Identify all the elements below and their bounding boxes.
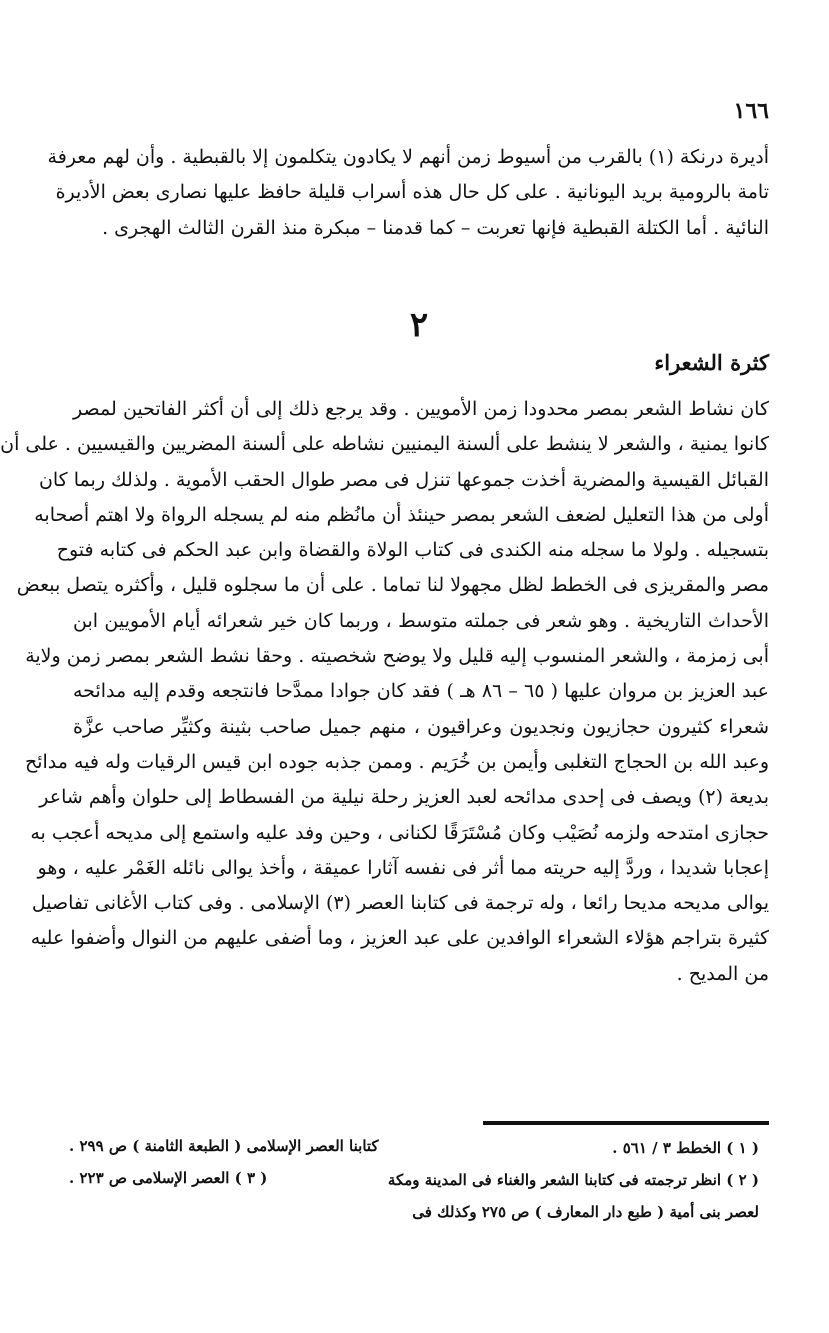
footnote-2-line-3: كتابنا العصر الإسلامى ( الطبعة الثامنة ) ص ٢٩٩ . <box>69 1137 379 1155</box>
footnote-2-line-1: ( ٢ ) انظر ترجمته فى كتابنا الشعر والغناء فى المدينة ومكة <box>387 1171 759 1189</box>
text-line: عبد العزيز بن مروان عليها ( ٦٥ – ٨٦ هـ ) فقد كان جوادا ممدَّحا فانتجعه وقدم إليه مدائحه <box>73 680 769 703</box>
text-line: كان نشاط الشعر بمصر محدودا زمن الأمويين . وقد يرجع ذلك إلى أن أكثر الفاتحين لمصر <box>73 398 769 420</box>
text-line: القبائل القيسية والمضرية أخذت جموعها تنزل فى مصر طوال الحقب الأموية . ولذلك ربما كان <box>38 468 769 491</box>
footnote-2-line-2: لعصر بنى أمية ( طبع دار المعارف ) ص ٢٧٥ وكذلك فى <box>412 1203 759 1221</box>
footnote-divider <box>483 1121 769 1125</box>
text-line: حجازى امتدحه ولزمه نُصَيْب وكان مُسْتَرَقًا لكنانى ، وحين وفد عليه واستمع إلى مديحه أعجب به <box>30 821 769 844</box>
footnote-3: ( ٣ ) العصر الإسلامى ص ٢٢٣ . <box>69 1169 268 1187</box>
text-line: أديرة درنكة (١) بالقرب من أسيوط زمن أنهم لا يكادون يتكلمون إلا بالقبطية . وأن لهم معرفة <box>47 146 769 168</box>
text-line: بتسجيله . ولولا ما سجله منه الكندى فى كتاب الولاة والقضاة وابن عبد الحكم فى كتابه فتوح <box>56 539 769 562</box>
section-number: ٢ <box>409 305 429 345</box>
text-line: الأحداث التاريخية . وهو شعر فى جملته متوسط ، وربما كان خير شعرائه أيام الأمويين ابن <box>73 609 769 632</box>
text-line: من المديح . <box>676 962 769 985</box>
text-line: أبى زمزمة ، والشعر المنسوب إليه قليل ولا يوضح شخصيته . وحقا نشط الشعر بمصر زمن ولاية <box>25 645 769 668</box>
text-line: شعراء كثيرون حجازيون ونجديون وعراقيون ، منهم جميل صاحب بثينة وكثيِّر صاحب عزَّة <box>73 715 769 738</box>
text-line: كثيرة بتراجم هؤلاء الشعراء الوافدين على عبد العزيز ، وما أضفى عليهم من النوال وأضفوا عليه <box>30 927 769 950</box>
text-line: إعجابا شديدا ، وردَّ إليه حريته مما أثر فى نفسه آثارا عميقة ، وأخذ يوالى نائله الغَمْر عليه ، وهو <box>37 856 769 879</box>
text-line: النائية . أما الكتلة القبطية فإنها تعربت – كما قدمنا – مبكرة منذ القرن الثالث الهجرى . <box>102 216 769 239</box>
main-paragraph <box>0 392 769 992</box>
text-line: تامة بالرومية بريد اليونانية . على كل حال هذه أسراب قليلة حافظ عليها نصارى بعض الأديرة <box>55 181 769 204</box>
text-line: وعبد الله بن الحجاج التغلبى وأيمن بن خُرَيم . وممن جذبه جوده ابن قيس الرقيات وله فيه مدائح <box>24 750 769 773</box>
section-heading: كثرة الشعراء <box>654 350 769 375</box>
text-line: كانوا يمنية ، والشعر لا ينشط على ألسنة اليمنيين نشاطه على ألسنة المضريين والقيسيين . على أن <box>0 433 769 456</box>
text-line: أولى من هذا التعليل لضعف الشعر بمصر حينئذ أن مانُظم منه لم يسجله الرواة ولا اهتم أصحابه <box>34 503 769 526</box>
text-line: مصر والمقريزى فى الخطط لظل مجهولا لنا تماما . على أن ما سجلوه قليل ، وأكثره يتصل ببعض <box>16 574 769 597</box>
intro-paragraph <box>47 140 769 246</box>
text-line: بديعة (٢) ويصف فى إحدى مدائحه لعبد العزيز رحلة نيلية من الفسطاط إلى حلوان وأهم شاعر <box>39 786 769 809</box>
page-number: ١٦٦ <box>733 98 769 124</box>
text-line: يوالى مديحه مديحا رائعا ، وله ترجمة فى كتابنا العصر (٣) الإسلامى . وفى كتاب الأغانى تفاصيل <box>31 892 769 915</box>
footnote-1: ( ١ ) الخطط ٣ / ٥٦١ . <box>612 1139 759 1157</box>
